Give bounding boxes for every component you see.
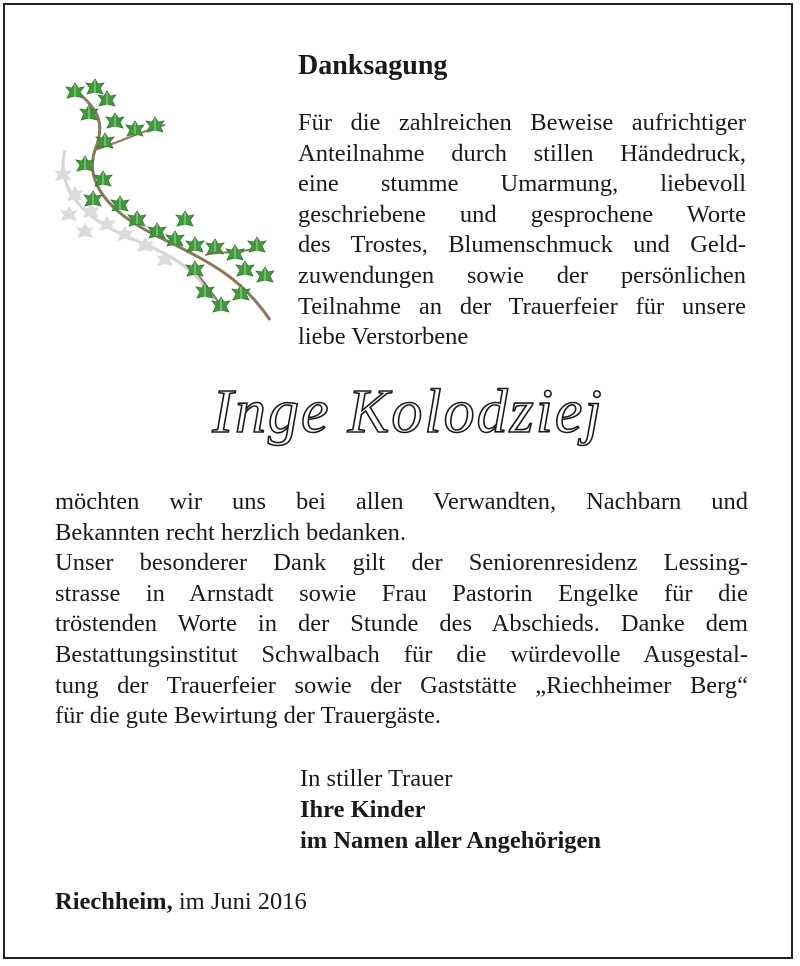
closing-line: In stiller Trauer bbox=[300, 765, 453, 792]
heading: Danksagung bbox=[298, 50, 448, 81]
body-line: für die gute Bewirtung der Trauergäste. bbox=[55, 702, 442, 730]
deceased-name bbox=[188, 370, 628, 460]
intro-line: geschriebene und gesprochene Worte bbox=[298, 200, 746, 228]
closing-signature bbox=[300, 763, 601, 856]
ivy-branch-icon bbox=[45, 70, 295, 340]
body-line: Bestattungsinstitut Schwalbach für die würdevolle Ausgestal- bbox=[55, 640, 748, 668]
intro-paragraph bbox=[298, 108, 746, 353]
intro-line: Anteilnahme durch stillen Händedruck, bbox=[298, 139, 746, 167]
date: im Juni 2016 bbox=[172, 888, 307, 915]
intro-line: Teilnahme an der Trauerfeier für unsere bbox=[298, 292, 746, 320]
thanks-paragraph bbox=[55, 487, 748, 732]
intro-line: Für die zahlreichen Beweise aufrichtiger bbox=[298, 109, 746, 136]
intro-line: zuwendungen sowie der persönlichen bbox=[298, 261, 746, 289]
body-line: möchten wir uns bei allen Verwandten, Nachbarn und bbox=[55, 488, 748, 515]
body-line: Bekannten recht herzlich bedanken. bbox=[55, 518, 407, 546]
place: Riechheim, bbox=[55, 888, 173, 915]
body-line: tung der Trauerfeier sowie der Gaststätte „Riechheimer Berg“ bbox=[55, 671, 748, 699]
body-line: Unser besonderer Dank gilt der Seniorenresidenz Lessing- bbox=[55, 549, 748, 577]
intro-line: eine stumme Umarmung, liebevoll bbox=[298, 170, 746, 198]
deceased-name-text: Inge Kolodziej bbox=[212, 378, 604, 446]
closing-signer: Ihre Kinder bbox=[300, 796, 426, 823]
intro-line: liebe Verstorbene bbox=[298, 323, 469, 351]
intro-line: des Trostes, Blumenschmuck und Geld- bbox=[298, 231, 746, 259]
closing-signer-note: im Namen aller Angehörigen bbox=[300, 827, 602, 854]
place-date bbox=[55, 888, 307, 916]
body-line: strasse in Arnstadt sowie Frau Pastorin Engelke für die bbox=[55, 579, 748, 607]
body-line: tröstenden Worte in der Stunde des Abschieds. Danke dem bbox=[55, 610, 748, 638]
